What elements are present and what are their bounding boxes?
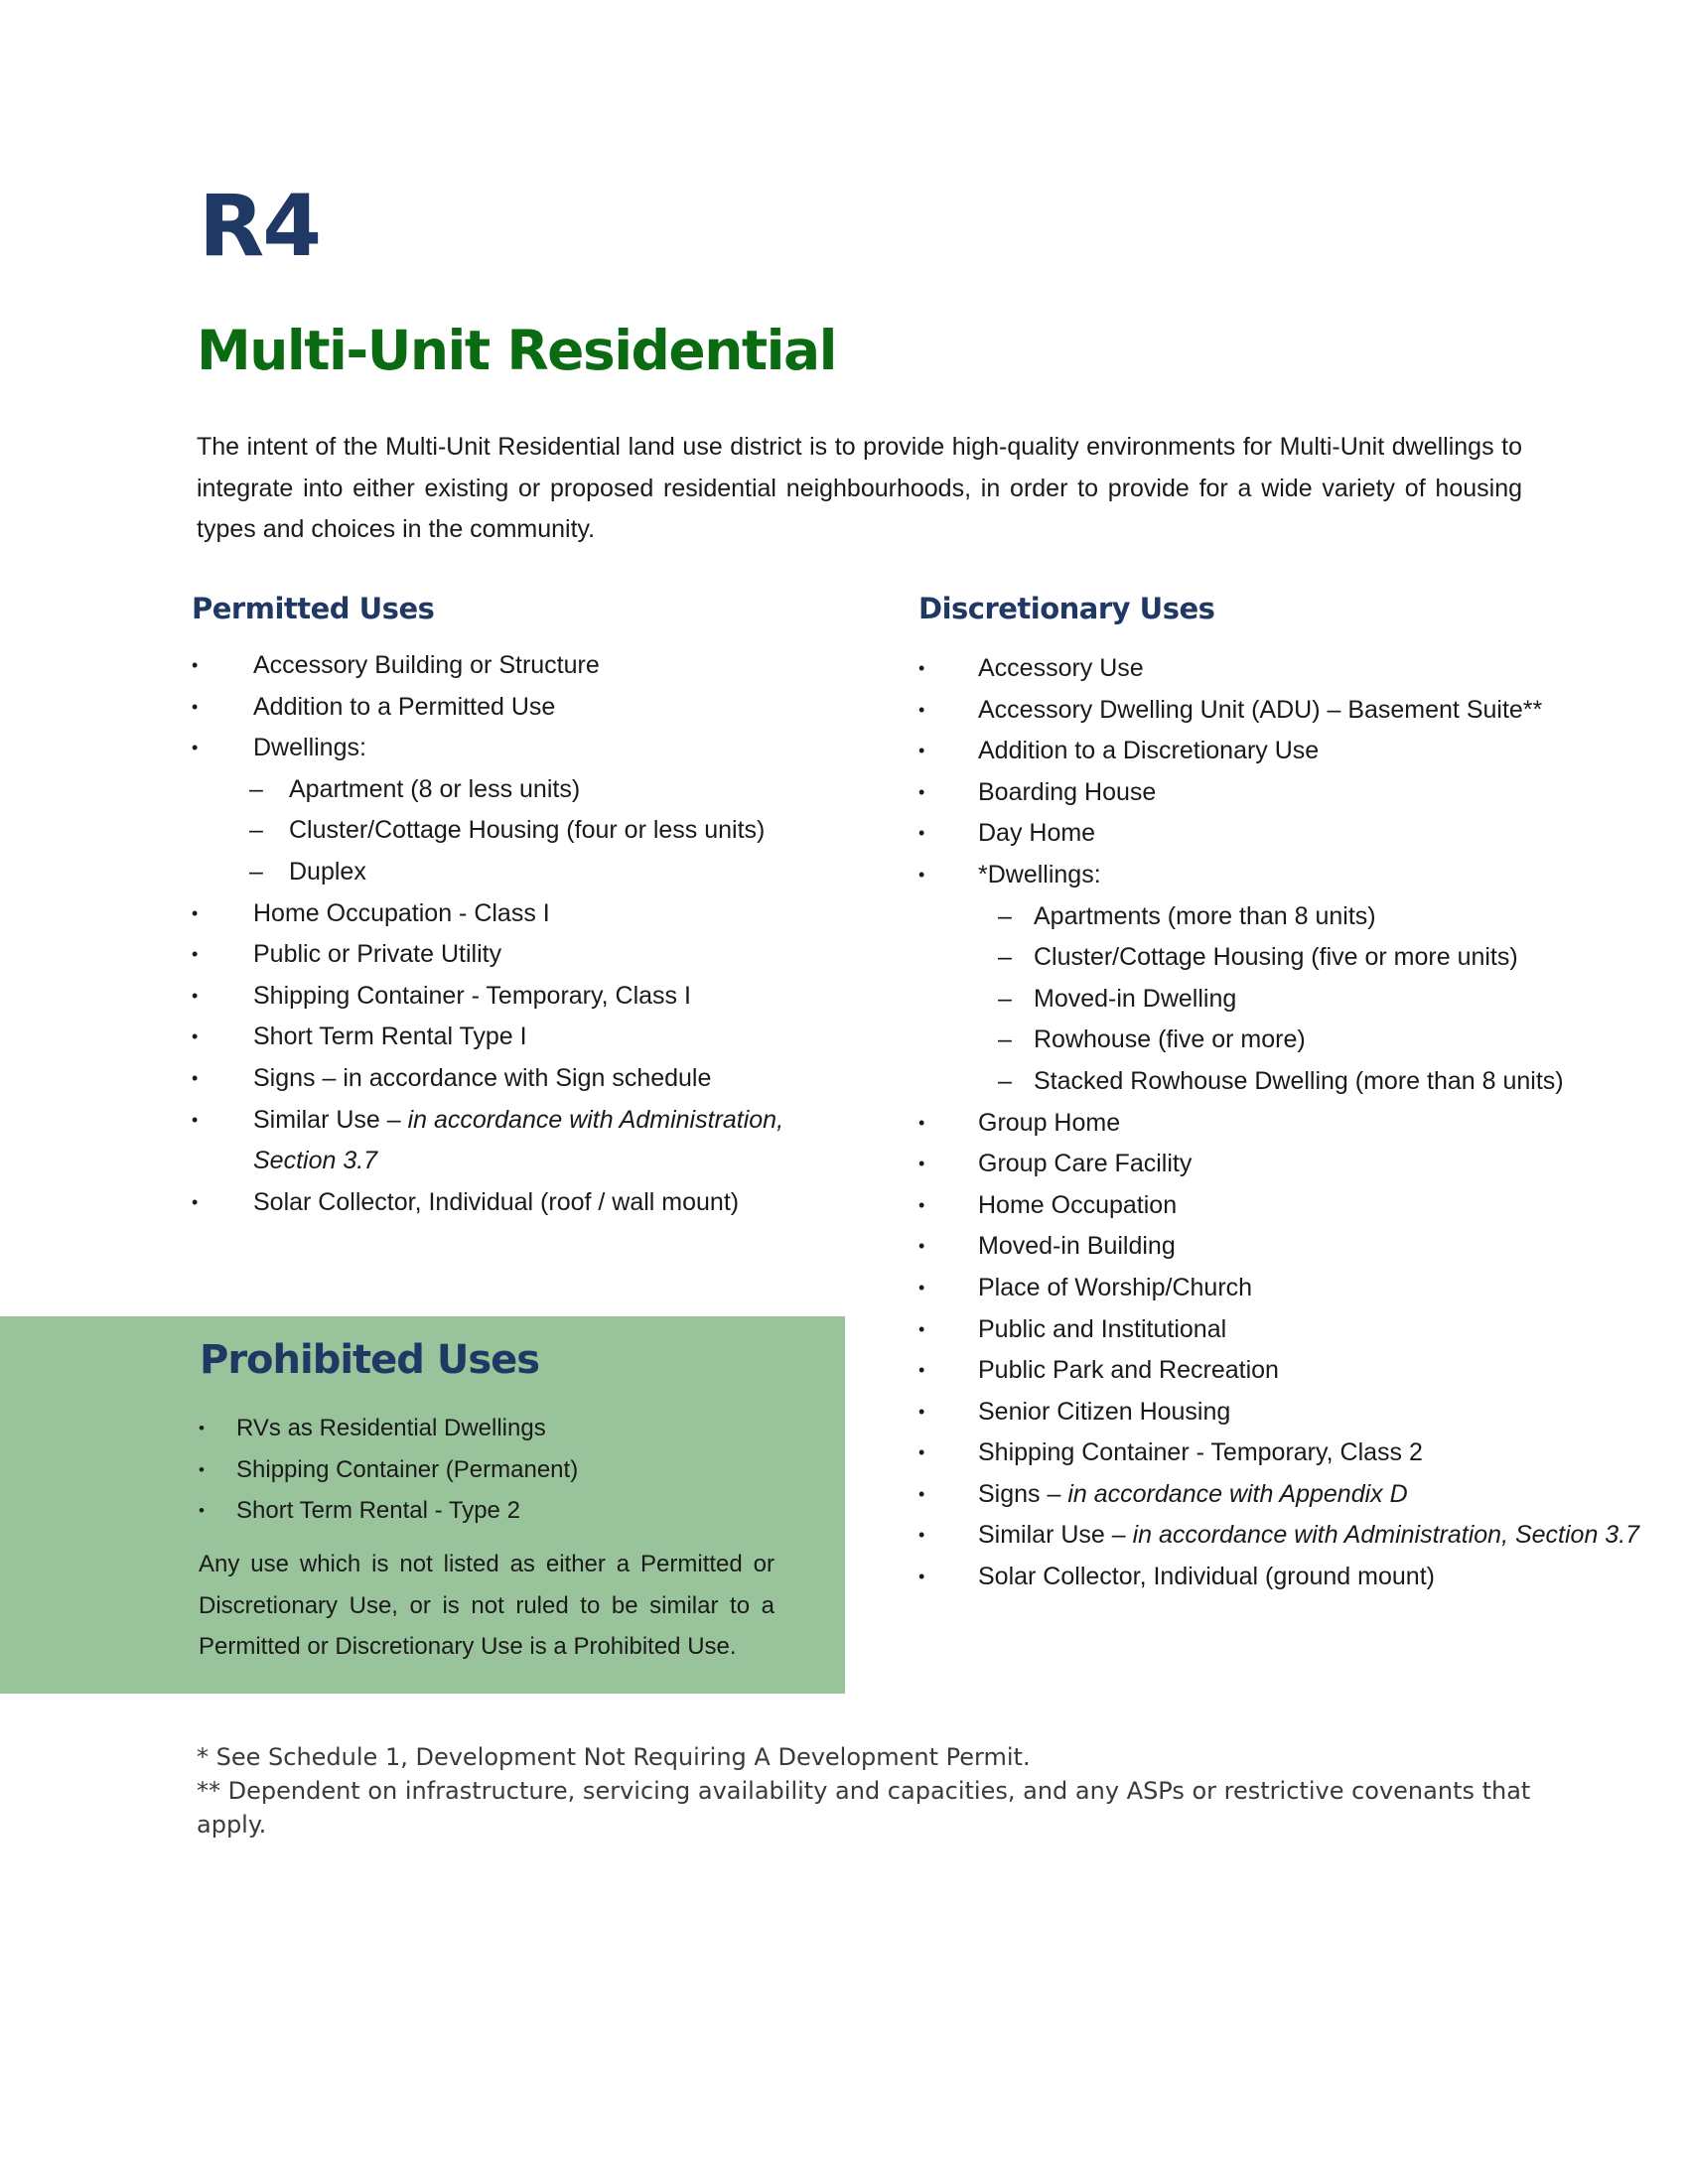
list-item: • Accessory Dwelling Unit (ADU) – Basement Suite**: [918, 695, 1543, 724]
list-item: • Moved-in Building: [918, 1232, 1176, 1261]
district-name: Multi-Unit Residential: [197, 319, 836, 382]
list-item: • Accessory Use: [918, 654, 1144, 682]
list-item: • Place of Worship/Church: [918, 1273, 1253, 1301]
list-subitem: – Moved-in Dwelling: [998, 984, 1237, 1013]
intro-paragraph: The intent of the Multi-Unit Residential land use district is to provide high-quality environments for Multi-Unit dwellings to integrate into either existing or proposed residential neighbourhoods, in order to provide for a wide variety of housing types and choices in the community.: [197, 433, 1522, 543]
list-item: • RVs as Residential Dwellings: [199, 1415, 546, 1441]
list-item: • Home Occupation: [918, 1190, 1178, 1219]
list-item: • Day Home: [918, 819, 1096, 848]
list-item: • Addition to a Discretionary Use: [918, 737, 1320, 765]
list-item: • Signs – in accordance with Sign schedule: [192, 1063, 712, 1092]
list-subitem: – Apartment (8 or less units): [249, 774, 581, 803]
list-item: • Accessory Building or Structure: [192, 651, 600, 679]
prohibited-uses-list: [199, 1408, 814, 1532]
list-subitem: – Apartments (more than 8 units): [998, 901, 1376, 930]
permitted-uses-heading: Permitted Uses: [192, 592, 435, 625]
list-subitem: – Duplex: [249, 857, 366, 886]
permitted-uses-section: [192, 592, 827, 1223]
permitted-uses-list: [192, 645, 827, 1223]
list-item-continuation: Section 3.7: [253, 1147, 378, 1175]
prohibited-uses-section: [199, 1408, 814, 1532]
list-item: • Group Home: [918, 1108, 1121, 1137]
list-item: • Similar Use – in accordance with Administration,: [192, 1105, 784, 1134]
list-item: • Boarding House: [918, 777, 1157, 806]
discretionary-uses-section: [918, 592, 1653, 1598]
discretionary-uses-list: [918, 648, 1653, 1598]
list-item: • Public and Institutional: [918, 1314, 1227, 1343]
list-subitem: – Cluster/Cottage Housing (five or more units): [998, 943, 1518, 972]
list-item: • Public Park and Recreation: [918, 1356, 1279, 1385]
list-item: • Solar Collector, Individual (roof / wall mount): [192, 1187, 740, 1216]
list-item: • Shipping Container (Permanent): [199, 1455, 579, 1483]
list-item: • Senior Citizen Housing: [918, 1397, 1231, 1426]
discretionary-uses-heading: Discretionary Uses: [918, 592, 1215, 625]
list-item: • Home Occupation - Class I: [192, 898, 550, 927]
footnotes: [197, 1740, 1607, 1842]
list-item: • Shipping Container - Temporary, Class 2: [918, 1438, 1423, 1467]
list-item: • Similar Use – in accordance with Administration, Section 3.7: [918, 1521, 1640, 1550]
list-subitem: – Stacked Rowhouse Dwelling (more than 8 units): [998, 1066, 1564, 1095]
list-item: • Shipping Container - Temporary, Class I: [192, 981, 691, 1010]
prohibited-uses-note: Any use which is not listed as either a Permitted or Discretionary Use, or is not ruled to be similar to a Permitted or Discretionary Use is a Prohibited Use.: [199, 1551, 774, 1660]
district-code: R4: [199, 177, 321, 276]
footnote: * See Schedule 1, Development Not Requiring A Development Permit.: [197, 1743, 1031, 1771]
list-item: • Short Term Rental - Type 2: [199, 1497, 520, 1525]
list-subitem: – Cluster/Cottage Housing (four or less units): [249, 816, 766, 845]
list-item: • Dwellings:: [192, 734, 366, 762]
footnote: ** Dependent on infrastructure, servicing availability and capacities, and any ASPs or restrictive covenants that apply.: [197, 1777, 1531, 1839]
list-item: • Group Care Facility: [918, 1150, 1193, 1178]
list-item: • Public or Private Utility: [192, 940, 502, 969]
list-item: • *Dwellings:: [918, 860, 1101, 888]
list-item: • Solar Collector, Individual (ground mount): [918, 1563, 1435, 1591]
prohibited-uses-heading: Prohibited Uses: [200, 1337, 540, 1383]
list-item: • Addition to a Permitted Use: [192, 692, 556, 721]
list-subitem: – Rowhouse (five or more): [998, 1025, 1306, 1054]
list-item: • Signs – in accordance with Appendix D: [918, 1479, 1408, 1508]
list-item: • Short Term Rental Type I: [192, 1023, 527, 1051]
